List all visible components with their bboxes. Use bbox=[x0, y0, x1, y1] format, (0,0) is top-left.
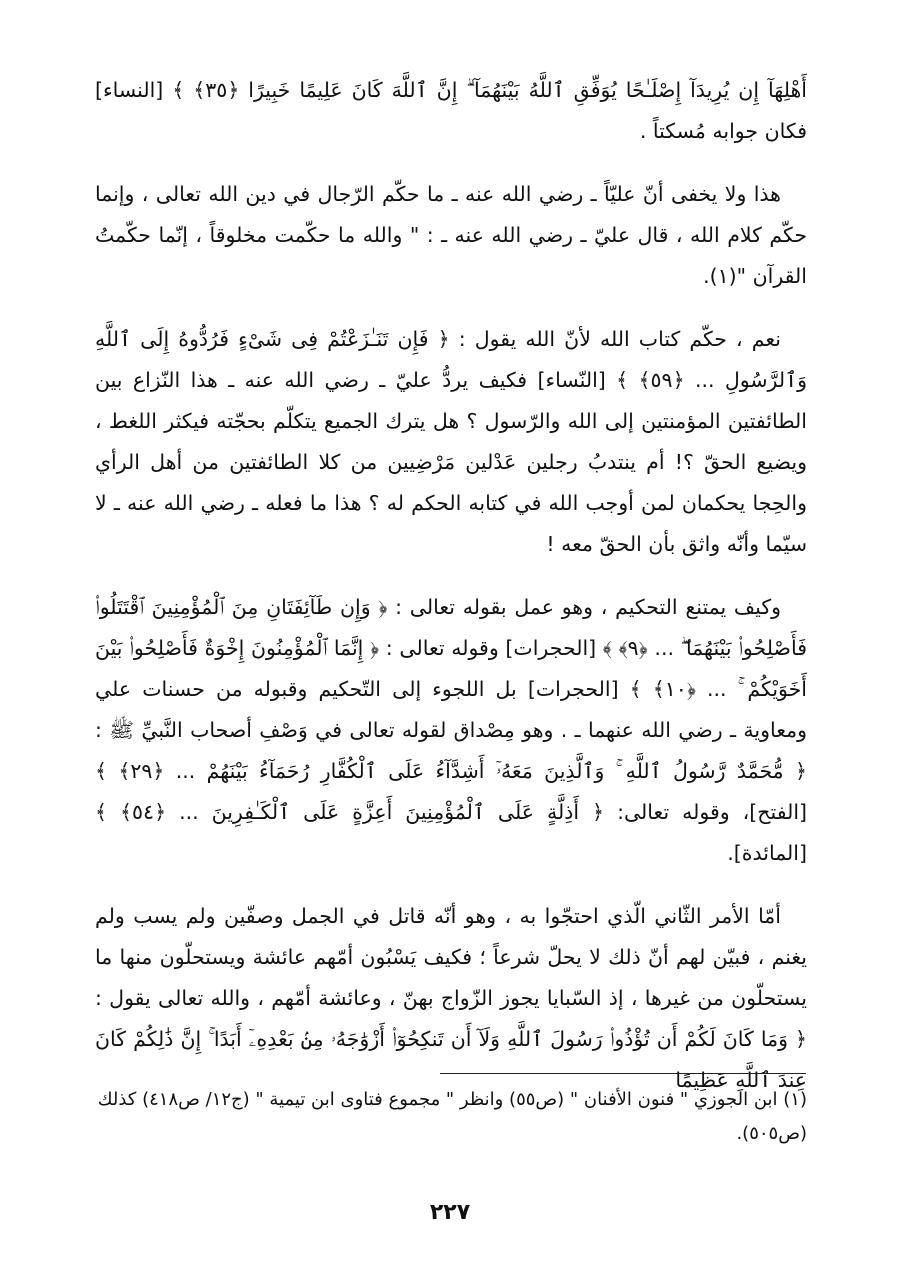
paragraph-3: نعم ، حكّم كتاب الله لأنّ الله يقول : ﴿ فَإِن تَنَـٰزَعْتُمْ فِى شَىْءٍ فَرُدُّوهُ إِلَى ٱللَّهِ وَٱلرَّسُولِ ... ﴿٥٩﴾ ﴾ [النّساء] فكيف يردُّ عليّ ـ رضي الله عنه ـ هذا النّزاع بين الطائفتين المؤمنتين إلى الله والرّسول ؟ هل يترك الجميع يتكلّم بحجّته فيكثر اللغط ، ويضيع الحقّ ؟! أم ينتدبُ رجلين عَدْلين مَرْضِيين من كلا الطائفتين من أهل الرأي والحِجا يحكمان لمن أوجب الله في كتابه الحكم له ؟ هذا ما فعله ـ رضي الله عنه ـ لا سيّما وأنّه واثق بأن الحقّ معه ! bbox=[95, 327, 807, 556]
paragraph-5: أمّا الأمر الثّاني الّذي احتجّوا به ، وهو أنّه قاتل في الجمل وصفّين ولم يسب ولم يغنم ، فبيّن لهم أنّ ذلك لا يحلّ شرعاً ؛ فكيف يَسْبُون أمّهم عائشة ويستحلّون منها ما يستحلّون من غيرها ، إذ السّبايا يجوز الزّواج بهنّ ، وعائشة أمّهم ، والله تعالى يقول : ﴿ وَمَا كَانَ لَكُمْ أَن تُؤْذُوا۟ رَسُولَ ٱللَّهِ وَلَآ أَن تَنكِحُوٓا۟ أَزْوَٰجَهُۥ مِنۢ بَعْدِهِۦٓ أَبَدًا ۚ إِنَّ ذَٰلِكُمْ كَانَ عِندَ ٱللَّهِ عَظِيمًا bbox=[95, 904, 807, 1092]
footnote: (١) ابن الجوزي " فنون الأفنان " (ص٥٥) وانظر " مجموع فتاوى ابن تيمية " (ج١٢/ ص٤١٨) كذلك (ص٥٠٥). bbox=[97, 1089, 807, 1144]
paragraph-4: وكيف يمتنع التحكيم ، وهو عمل بقوله تعالى : ﴿ وَإِن طَآئِفَتَانِ مِنَ ٱلْمُؤْمِنِينَ ٱقْتَتَلُوا۟ فَأَصْلِحُوا۟ بَيْنَهُمَا ۖ ... ﴿٩﴾ ﴾ [الحجرات] وقوله تعالى : ﴿ إِنَّمَا ٱلْمُؤْمِنُونَ إِخْوَةٌ فَأَصْلِحُوا۟ بَيْنَ أَخَوَيْكُمْ ۚ ... ﴿١٠﴾ ﴾ [الحجرات] بل اللجوء إلى التّحكيم وقبوله من حسنات علي ومعاوية ـ رضي الله عنهما ـ . وهو مِصْداق لقوله تعالى في وَصْفِ أصحاب النَّبيِّ ﷺ : ﴿ مُّحَمَّدٌ رَّسُولُ ٱللَّهِ ۚ وَٱلَّذِينَ مَعَهُۥٓ أَشِدَّآءُ عَلَى ٱلْكُفَّارِ رُحَمَآءُ بَيْنَهُمْ ... ﴿٢٩﴾ ﴾ [الفتح]، وقوله تعالى: ﴿ أَذِلَّةٍ عَلَى ٱلْمُؤْمِنِينَ أَعِزَّةٍ عَلَى ٱلْكَـٰفِرِينَ ... ﴿٥٤﴾ ﴾ [المائدة]. bbox=[95, 595, 808, 865]
paragraph-1: أَهْلِهَآ إِن يُرِيدَآ إِصْلَـٰحًا يُوَفِّقِ ٱللَّهُ بَيْنَهُمَآ ۗ إِنَّ ٱللَّهَ كَانَ عَلِيمًا خَبِيرًا ﴿٣٥﴾ ﴾ [النساء] فكان جوابه مُسكتاً . bbox=[95, 78, 807, 143]
page-number: ٢٢٧ bbox=[429, 1200, 471, 1225]
page-body bbox=[95, 70, 807, 1123]
footnote-divider bbox=[440, 1073, 806, 1074]
paragraph-2: هذا ولا يخفى أنّ عليّاً ـ رضي الله عنه ـ ما حكّم الرّجال في دين الله تعالى ، وإنما حكّم كلام الله ، قال عليّ ـ رضي الله عنه ـ : " والله ما حكّمت مخلوقاً ، إنّما حكّمتُ القرآن "(١). bbox=[95, 182, 807, 288]
